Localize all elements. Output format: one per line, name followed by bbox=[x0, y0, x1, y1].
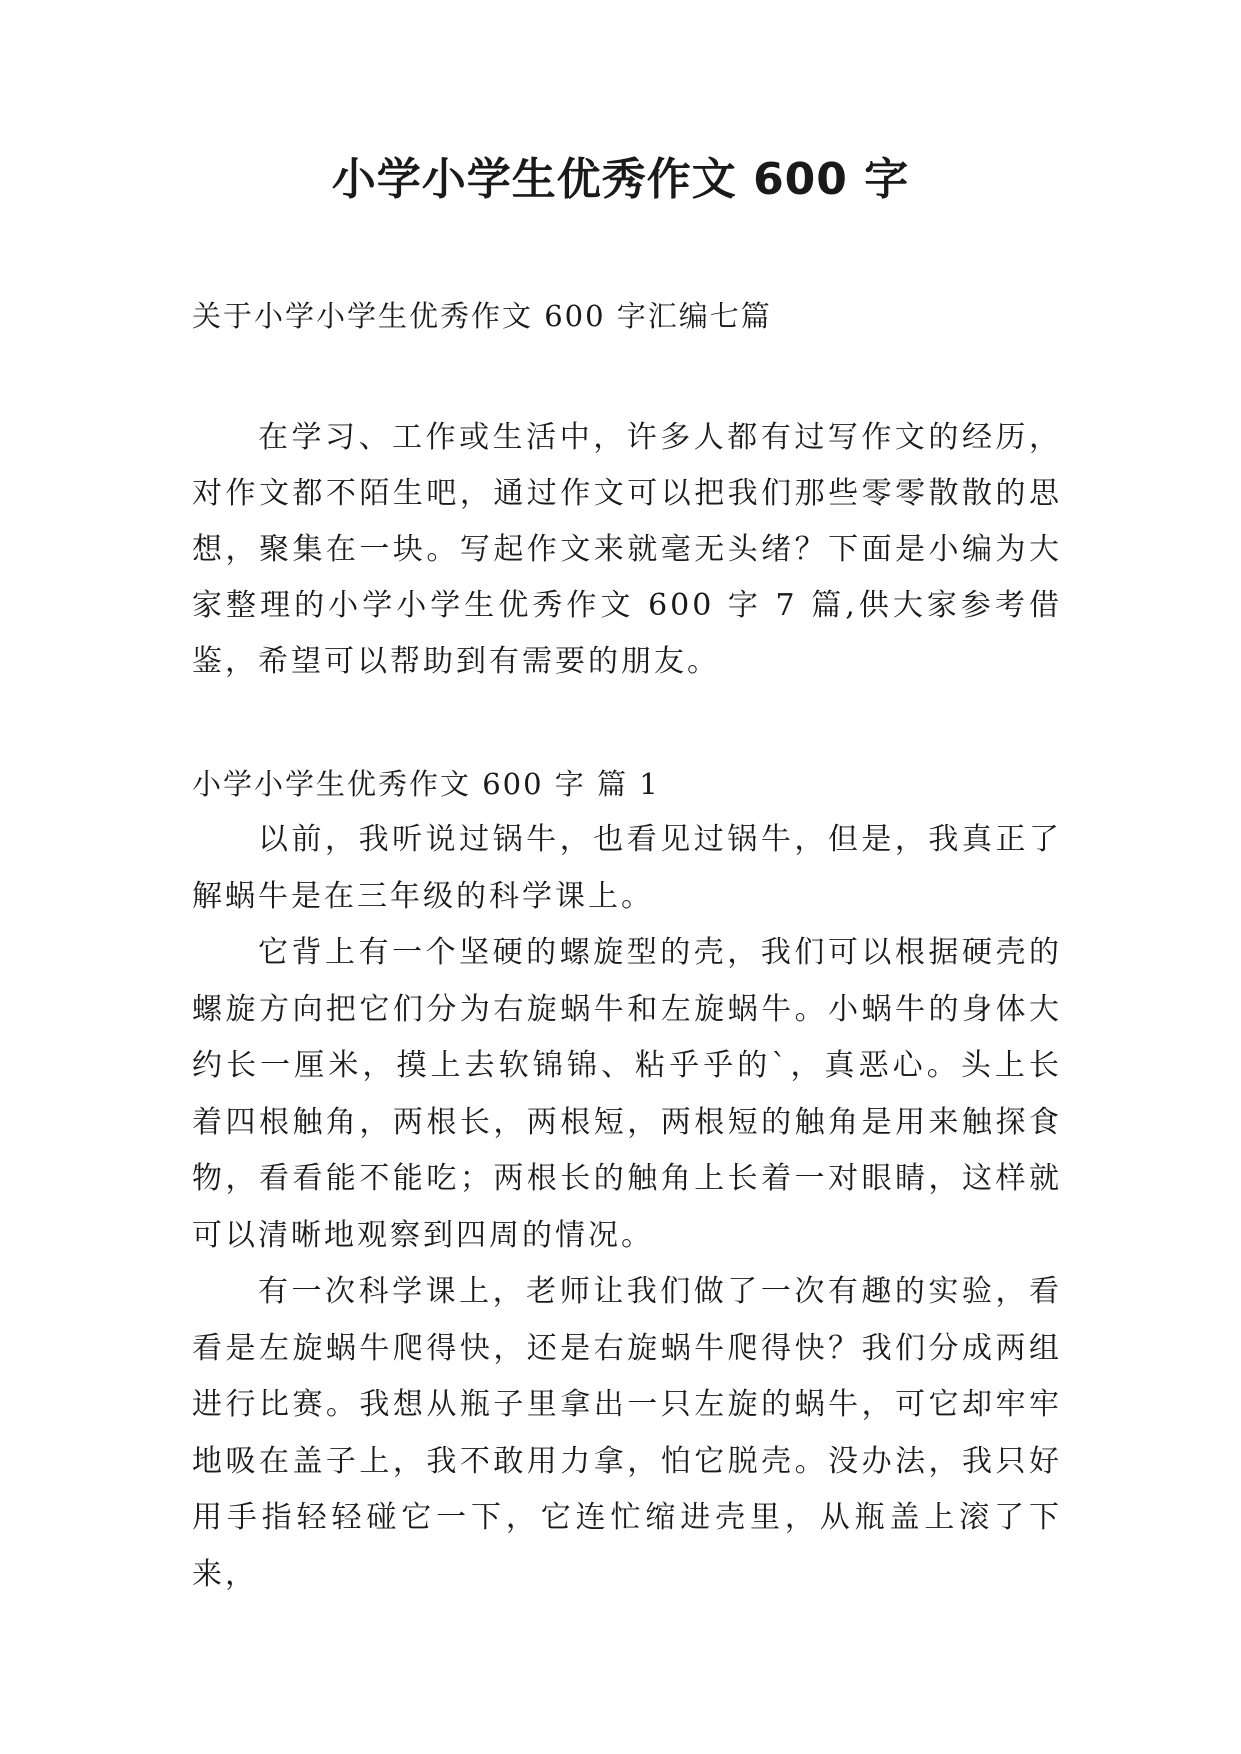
intro-paragraph: 在学习、工作或生活中，许多人都有过写作文的经历，对作文都不陌生吧，通过作文可以把我们那些零零散散的思想，聚集在一块。写起作文来就毫无头绪？下面是小编为大家整理的小学小学生优秀作文 600 字 7 篇,供大家参考借鉴，希望可以帮助到有需要的朋友。 bbox=[192, 420, 1062, 679]
document-title: 小学小学生优秀作文 600 字 bbox=[331, 154, 910, 205]
document-subtitle: 关于小学小学生优秀作文 600 字汇编七篇 bbox=[192, 299, 772, 333]
essay-paragraph-3: 有一次科学课上，老师让我们做了一次有趣的实验，看看是左旋蜗牛爬得快，还是右旋蜗牛爬得快？我们分成两组进行比赛。我想从瓶子里拿出一只左旋的蜗牛，可它却牢牢地吸在盖子上，我不敢用力拿，怕它脱壳。没办法，我只好用手指轻轻碰它一下，它连忙缩进壳里，从瓶盖上滚了下来， bbox=[192, 1274, 1062, 1592]
section-heading: 小学小学生优秀作文 600 字 篇 1 bbox=[192, 767, 660, 801]
essay-body bbox=[192, 812, 1062, 1603]
essay-paragraph-2: 它背上有一个坚硬的螺旋型的壳，我们可以根据硬壳的螺旋方向把它们分为右旋蜗牛和左旋蜗牛。小蜗牛的身体大约长一厘米，摸上去软锦锦、粘乎乎的`，真恶心。头上长着四根触角，两根长，两根短，两根短的触角是用来触探食物，看看能不能吃；两根长的触角上长着一对眼睛，这样就可以清晰地观察到四周的情况。 bbox=[192, 935, 1062, 1253]
essay-paragraph-1: 以前，我听说过锅牛，也看见过锅牛，但是，我真正了解蜗牛是在三年级的科学课上。 bbox=[192, 822, 1062, 914]
